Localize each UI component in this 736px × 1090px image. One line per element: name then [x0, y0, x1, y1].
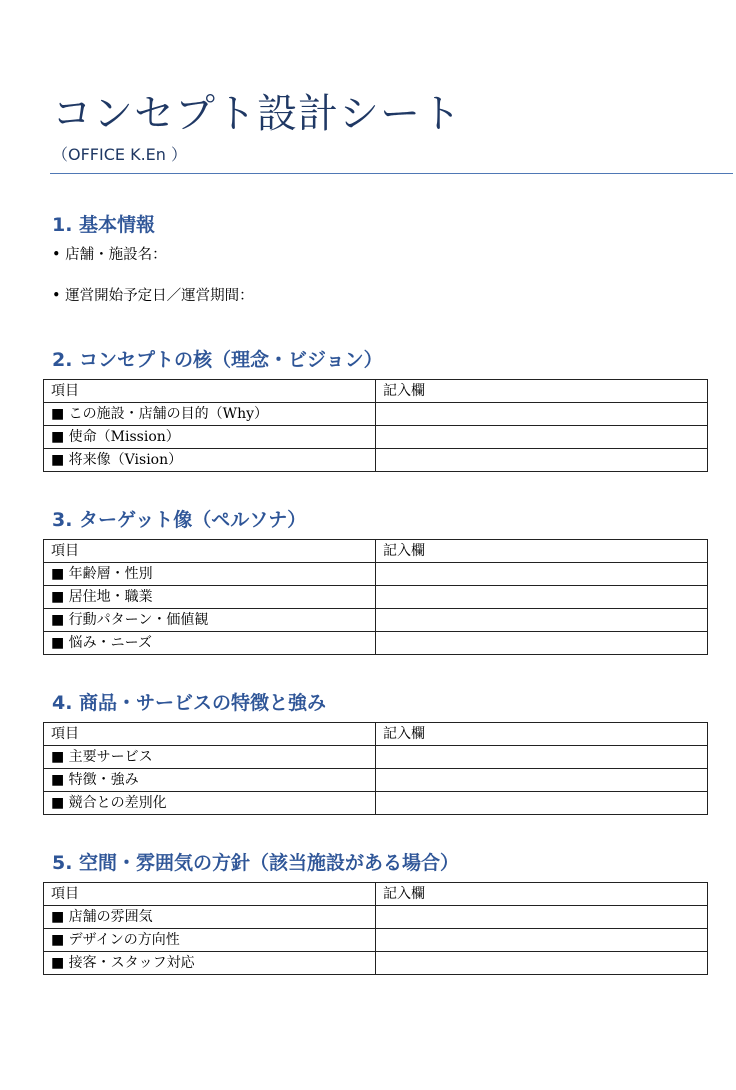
column-header-entry: 記入欄	[376, 723, 708, 746]
section-concept-core-heading: 2. コンセプトの核（理念・ビジョン）	[52, 349, 383, 371]
table-row	[44, 632, 708, 655]
entry-cell[interactable]	[376, 929, 708, 952]
table-row	[44, 792, 708, 815]
column-header-item: 項目	[44, 380, 376, 403]
table-row	[44, 586, 708, 609]
entry-cell[interactable]	[376, 403, 708, 426]
row-label: ■ デザインの方向性	[44, 929, 376, 952]
table-row	[44, 929, 708, 952]
entry-cell[interactable]	[376, 586, 708, 609]
section-space-atmosphere-heading: 5. 空間・雰囲気の方針（該当施設がある場合）	[52, 852, 460, 874]
row-label: ■ 主要サービス	[44, 746, 376, 769]
row-label: ■ 年齢層・性別	[44, 563, 376, 586]
row-label: ■ 使命（Mission）	[44, 426, 376, 449]
table-row	[44, 426, 708, 449]
column-header-entry: 記入欄	[376, 540, 708, 563]
column-header-item: 項目	[44, 540, 376, 563]
section-target-persona-heading: 3. ターゲット像（ペルソナ）	[52, 509, 307, 531]
section-basic-info-heading: 1. 基本情報	[52, 214, 156, 236]
table-row	[44, 952, 708, 975]
entry-cell[interactable]	[376, 792, 708, 815]
entry-cell[interactable]	[376, 426, 708, 449]
row-label: ■ 接客・スタッフ対応	[44, 952, 376, 975]
row-label: ■ 店舗の雰囲気	[44, 906, 376, 929]
document-subtitle: （OFFICE K.En ）	[52, 145, 188, 164]
bullet-operation-period: • 運営開始予定日／運営期間：	[52, 288, 254, 304]
entry-cell[interactable]	[376, 563, 708, 586]
table-row	[44, 746, 708, 769]
entry-cell[interactable]	[376, 609, 708, 632]
table-header-row	[44, 540, 708, 563]
entry-cell[interactable]	[376, 632, 708, 655]
table-row	[44, 403, 708, 426]
target-persona-table	[43, 539, 708, 655]
table-row	[44, 449, 708, 472]
table-header-row	[44, 883, 708, 906]
column-header-item: 項目	[44, 723, 376, 746]
table-row	[44, 563, 708, 586]
bullet-store-name: • 店舗・施設名：	[52, 247, 167, 263]
row-label: ■ この施設・店舗の目的（Why）	[44, 403, 376, 426]
table-row	[44, 906, 708, 929]
product-strengths-table	[43, 722, 708, 815]
section-product-strengths-heading: 4. 商品・サービスの特徴と強み	[52, 692, 327, 714]
document-title: コンセプト設計シート	[52, 91, 462, 137]
entry-cell[interactable]	[376, 449, 708, 472]
title-divider	[50, 173, 733, 174]
space-atmosphere-table	[43, 882, 708, 975]
row-label: ■ 行動パターン・価値観	[44, 609, 376, 632]
column-header-entry: 記入欄	[376, 883, 708, 906]
table-row	[44, 609, 708, 632]
table-header-row	[44, 380, 708, 403]
row-label: ■ 居住地・職業	[44, 586, 376, 609]
row-label: ■ 競合との差別化	[44, 792, 376, 815]
entry-cell[interactable]	[376, 746, 708, 769]
table-row	[44, 769, 708, 792]
concept-core-table	[43, 379, 708, 472]
column-header-item: 項目	[44, 883, 376, 906]
table-header-row	[44, 723, 708, 746]
entry-cell[interactable]	[376, 769, 708, 792]
entry-cell[interactable]	[376, 952, 708, 975]
row-label: ■ 将来像（Vision）	[44, 449, 376, 472]
entry-cell[interactable]	[376, 906, 708, 929]
row-label: ■ 悩み・ニーズ	[44, 632, 376, 655]
row-label: ■ 特徴・強み	[44, 769, 376, 792]
column-header-entry: 記入欄	[376, 380, 708, 403]
